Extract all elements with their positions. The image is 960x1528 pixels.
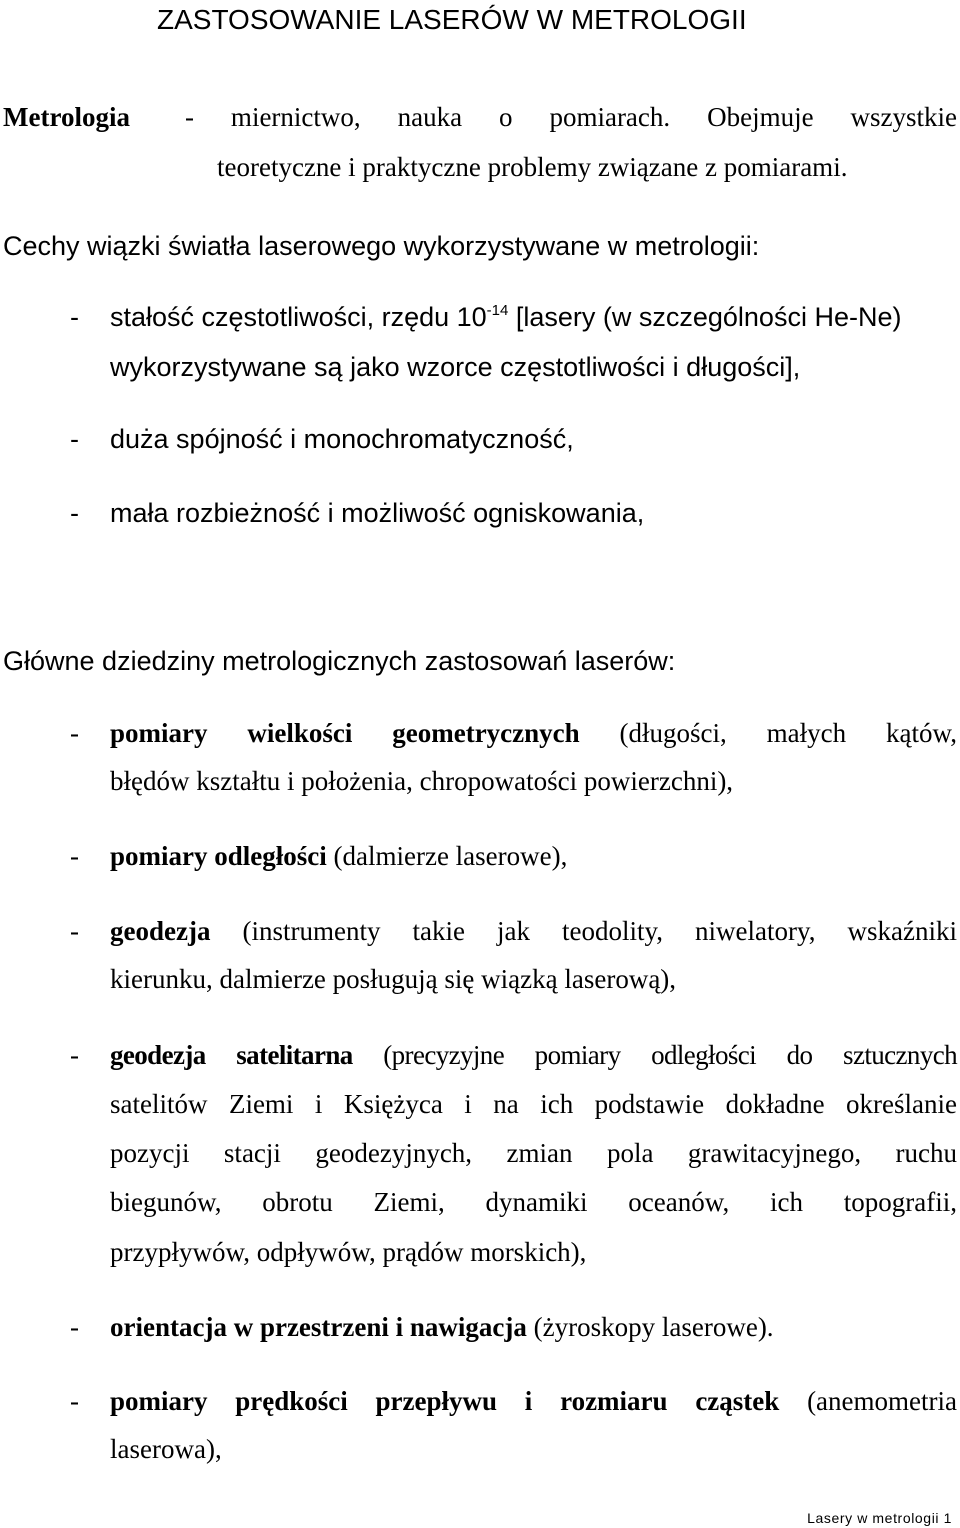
domain-item-5: orientacja w przestrzeni i nawigacja (żyroskopy laserowe). xyxy=(110,1312,774,1342)
domain-item-6-line-2: laserowa), xyxy=(110,1434,222,1464)
definition-line-1: - miernictwo, nauka o pomiarach. Obejmuje wszystkie xyxy=(185,102,957,132)
features-heading: Cechy wiązki światła laserowego wykorzystywane w metrologii: xyxy=(3,231,760,261)
domains-heading: Główne dziedziny metrologicznych zastosowań laserów: xyxy=(3,646,676,676)
domain-item-4-line-3: pozycji stacji geodezyjnych, zmian pola grawitacyjnego, ruchu xyxy=(110,1138,957,1168)
domain-item-4-line-5: przypływów, odpływów, prądów morskich), xyxy=(110,1237,587,1267)
feature-item-2: duża spójność i monochromatyczność, xyxy=(110,424,574,454)
bullet-dash: - xyxy=(70,302,79,332)
domain-item-1: pomiary wielkości geometrycznych (długości, małych kątów, xyxy=(110,718,958,748)
bullet-dash: - xyxy=(70,1040,79,1070)
definition-term: Metrologia xyxy=(3,102,130,132)
domain-item-4: geodezja satelitarna (precyzyjne pomiary odległości do sztucznych xyxy=(110,1040,958,1070)
domain-item-1-line-2: błędów kształtu i położenia, chropowatości powierzchni), xyxy=(110,766,734,796)
domain-item-3-line-2: kierunku, dalmierze posługują się wiązką laserową), xyxy=(110,964,677,994)
domain-item-3: geodezja (instrumenty takie jak teodolity, niwelatory, wskaźniki xyxy=(110,916,957,946)
domain-item-4-line-2: satelitów Ziemi i Księżyca i na ich podstawie dokładne określanie xyxy=(110,1089,957,1119)
feature-item-3: mała rozbieżność i możliwość ogniskowania, xyxy=(110,498,645,528)
definition-line-2: teoretyczne i praktyczne problemy związane z pomiarami. xyxy=(217,152,848,182)
domain-item-4-line-4: biegunów, obrotu Ziemi, dynamiki oceanów, ich topografii, xyxy=(110,1187,957,1217)
domain-item-2: pomiary odległości (dalmierze laserowe), xyxy=(110,841,568,871)
bullet-dash: - xyxy=(70,1312,79,1342)
bullet-dash: - xyxy=(70,424,79,454)
feature-item-1: stałość częstotliwości, rzędu $10^{-14}$ [lasery (w szczególności He-Ne) xyxy=(110,302,902,332)
bullet-dash: - xyxy=(70,498,79,528)
bullet-dash: - xyxy=(70,1386,79,1416)
page-title: ZASTOSOWANIE LASERÓW W METROLOGII xyxy=(157,4,747,35)
feature-item-1-line-2: wykorzystywane są jako wzorce częstotliwości i długości], xyxy=(110,352,801,382)
bullet-dash: - xyxy=(70,718,79,748)
bullet-dash: - xyxy=(70,841,79,871)
page-footer: Lasery w metrologii 1 xyxy=(807,1510,952,1526)
domain-item-6: pomiary prędkości przepływu i rozmiaru cząstek (anemometria xyxy=(110,1386,957,1416)
bullet-dash: - xyxy=(70,916,79,946)
